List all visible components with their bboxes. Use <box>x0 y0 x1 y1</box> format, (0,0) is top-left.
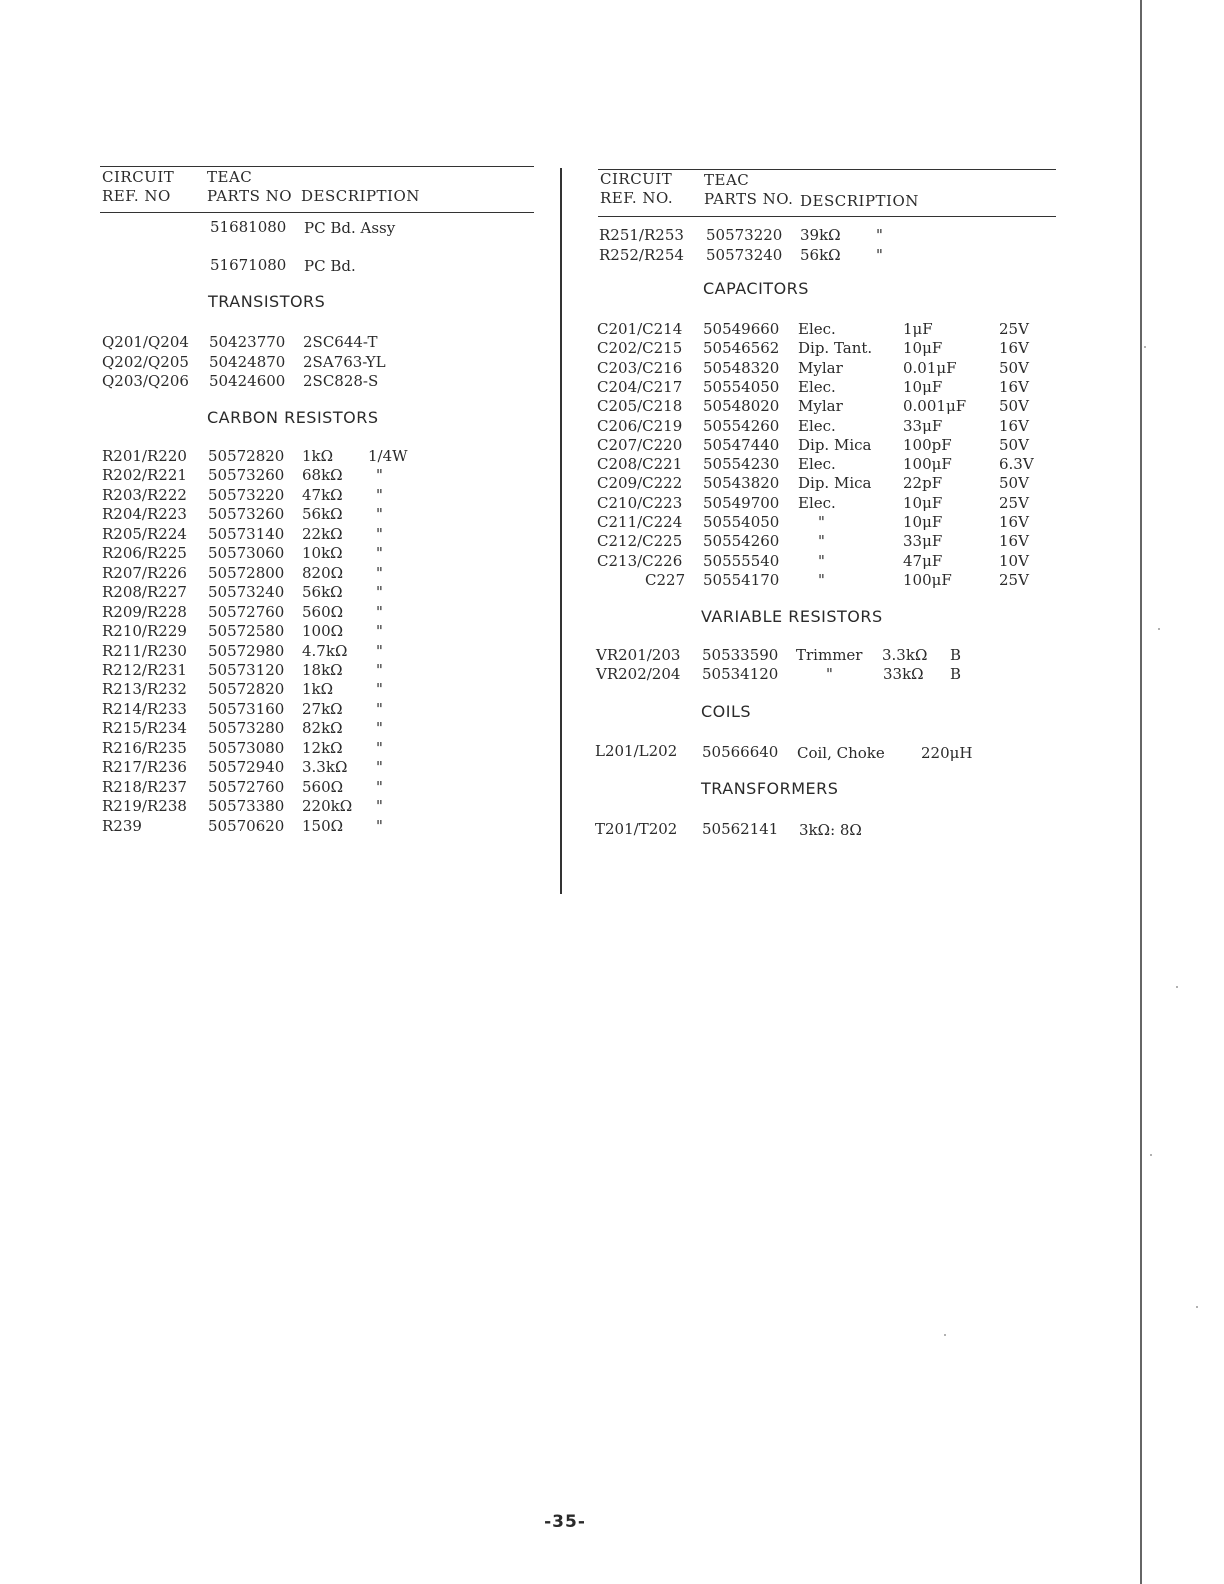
taper-curve: B <box>950 646 962 664</box>
circuit-ref: R239 <box>102 816 142 835</box>
circuit-ref: R213/R232 <box>102 680 187 699</box>
part-number: 50573220 <box>706 226 783 244</box>
value: 82kΩ <box>302 719 343 738</box>
header-teac-parts: TEAC PARTS NO. <box>704 171 794 208</box>
voltage: 25V <box>999 570 1029 589</box>
capacitor-type: " <box>818 551 825 570</box>
rating: " <box>376 816 383 835</box>
section-title-capacitors: CAPACITORS <box>703 279 809 298</box>
scan-speck <box>1144 346 1146 348</box>
part-number: 50424870 <box>209 353 286 371</box>
rating: " <box>376 466 383 485</box>
value: 560Ω <box>302 602 344 621</box>
part-number: 50547440 <box>703 435 780 454</box>
circuit-ref: R251/R253 <box>599 226 684 244</box>
value: 100Ω <box>302 622 344 641</box>
rating: " <box>376 544 383 563</box>
rating: " <box>376 563 383 582</box>
part-number: 51681080 <box>210 218 287 236</box>
section-title-transformers: TRANSFORMERS <box>701 779 839 798</box>
circuit-ref: R204/R223 <box>102 505 187 524</box>
page-number: -35- <box>544 1512 586 1532</box>
part-number: 50573160 <box>208 699 285 718</box>
voltage: 50V <box>999 435 1029 454</box>
rating: " <box>876 246 883 264</box>
value: 0.01μF <box>903 358 957 377</box>
rating: " <box>376 699 383 718</box>
circuit-ref: R217/R236 <box>102 758 187 777</box>
voltage: 16V <box>999 513 1029 531</box>
value: 18kΩ <box>302 660 343 679</box>
rating: " <box>376 738 383 757</box>
capacitor-type: " <box>818 513 825 531</box>
description: Coil, Choke <box>797 744 885 762</box>
value: 100pF <box>903 435 952 454</box>
part-number: 50548020 <box>703 397 780 416</box>
voltage: 16V <box>999 377 1029 396</box>
value: 10μF <box>903 339 943 358</box>
value: 22kΩ <box>302 524 343 543</box>
voltage: 50V <box>999 397 1029 416</box>
circuit-ref: C206/C219 <box>597 416 683 435</box>
section-title-coils: COILS <box>701 702 752 721</box>
capacitor-type: Elec. <box>798 377 836 396</box>
circuit-ref: R206/R225 <box>102 544 187 563</box>
part-number: 50573280 <box>208 719 285 738</box>
part-number: 50573140 <box>208 524 285 543</box>
circuit-ref: C202/C215 <box>597 339 683 358</box>
section-title-transistors: TRANSISTORS <box>208 292 326 311</box>
scan-speck <box>1176 986 1178 988</box>
header-circuit-ref: CIRCUIT REF. NO <box>102 168 175 205</box>
value: 27kΩ <box>302 699 343 718</box>
description: PC Bd. <box>304 257 356 275</box>
voltage: 10V <box>999 551 1029 570</box>
part-number: 50546562 <box>703 339 780 358</box>
value: 1μF <box>903 320 933 338</box>
rating: " <box>376 485 383 504</box>
scan-speck <box>1150 1154 1152 1156</box>
header-description: DESCRIPTION <box>800 192 919 210</box>
capacitor-type: Elec. <box>798 320 836 338</box>
circuit-ref: R209/R228 <box>102 602 187 621</box>
value: 68kΩ <box>302 466 343 485</box>
voltage: 16V <box>999 339 1029 358</box>
part-number: 50572980 <box>208 641 285 660</box>
part-number: 50534120 <box>702 665 779 683</box>
capacitor-type: " <box>818 532 825 551</box>
rating: " <box>376 777 383 796</box>
circuit-ref: C207/C220 <box>597 435 683 454</box>
part-number: 50572820 <box>208 447 285 465</box>
value: 820Ω <box>302 563 344 582</box>
part-number: 50572820 <box>208 680 285 699</box>
circuit-ref: R211/R230 <box>102 641 187 660</box>
circuit-ref: C210/C223 <box>597 493 683 512</box>
circuit-ref: C203/C216 <box>597 358 683 377</box>
part-number: 50573260 <box>208 466 285 485</box>
circuit-ref: R218/R237 <box>102 777 187 796</box>
scan-speck <box>1158 628 1160 630</box>
part-number: 50548320 <box>703 358 780 377</box>
voltage: 25V <box>999 493 1029 512</box>
value: 1kΩ <box>302 447 334 465</box>
part-number: 50554260 <box>703 416 780 435</box>
part-number: 50543820 <box>703 474 780 493</box>
part-number: 50572760 <box>208 602 285 621</box>
rating: " <box>376 797 383 816</box>
part-number: 50573120 <box>208 660 285 679</box>
value: 56kΩ <box>302 505 343 524</box>
circuit-ref: R203/R222 <box>102 485 187 504</box>
circuit-ref: T201/T202 <box>595 820 678 838</box>
circuit-ref: R252/R254 <box>599 246 684 264</box>
rating: " <box>376 660 383 679</box>
circuit-ref: R215/R234 <box>102 719 187 738</box>
value: 56kΩ <box>800 246 841 264</box>
description: 2SC828-S <box>303 372 379 390</box>
value: 56kΩ <box>302 583 343 602</box>
description: 2SC644-T <box>303 333 378 351</box>
value: 3.3kΩ <box>882 646 928 664</box>
value: 4.7kΩ <box>302 641 348 660</box>
circuit-ref: C211/C224 <box>597 513 683 531</box>
circuit-ref: L201/L202 <box>595 742 678 760</box>
circuit-ref: C208/C221 <box>597 455 683 474</box>
part-number: 50554230 <box>703 455 780 474</box>
part-number: 50549660 <box>703 320 780 338</box>
value: 10μF <box>903 493 943 512</box>
voltage: 50V <box>999 474 1029 493</box>
header-circuit-ref: CIRCUIT REF. NO. <box>600 170 674 207</box>
circuit-ref: Q202/Q205 <box>102 353 189 371</box>
part-number: 50423770 <box>209 333 286 351</box>
section-title-carbon-resistors: CARBON RESISTORS <box>207 408 379 427</box>
part-number: 50573080 <box>208 738 285 757</box>
header-bottom-rule <box>598 216 1056 217</box>
value: 47μF <box>903 551 943 570</box>
capacitor-type: Dip. Tant. <box>798 339 873 358</box>
circuit-ref: VR201/203 <box>596 646 681 664</box>
value: 39kΩ <box>800 226 841 244</box>
header-top-rule <box>100 166 534 167</box>
value: 33kΩ <box>883 665 924 683</box>
part-number: 50424600 <box>209 372 286 390</box>
part-number: 50554050 <box>703 513 780 531</box>
value: 100μF <box>903 455 952 474</box>
value: 150Ω <box>302 816 344 835</box>
capacitor-type: Elec. <box>798 416 836 435</box>
circuit-ref: R202/R221 <box>102 466 187 485</box>
part-number: 50573240 <box>706 246 783 264</box>
section-title-variable-resistors: VARIABLE RESISTORS <box>701 607 883 626</box>
value: 10μF <box>903 377 943 396</box>
circuit-ref: R212/R231 <box>102 660 187 679</box>
part-number: 50572760 <box>208 777 285 796</box>
value: 10kΩ <box>302 544 343 563</box>
part-number: 50573380 <box>208 797 285 816</box>
header-teac-parts: TEAC PARTS NO <box>207 168 293 205</box>
circuit-ref: R201/R220 <box>102 447 187 465</box>
part-number: 50572940 <box>208 758 285 777</box>
circuit-ref: Q203/Q206 <box>102 372 189 390</box>
voltage: 50V <box>999 358 1029 377</box>
capacitor-type: Dip. Mica <box>798 435 872 454</box>
voltage: 25V <box>999 320 1029 338</box>
rating: " <box>376 602 383 621</box>
circuit-ref: R207/R226 <box>102 563 187 582</box>
value: 220μH <box>921 744 973 762</box>
description: 2SA763-YL <box>303 353 386 371</box>
capacitor-type: Elec. <box>798 455 836 474</box>
value: 33μF <box>903 416 943 435</box>
part-number: 50549700 <box>703 493 780 512</box>
value: 47kΩ <box>302 485 343 504</box>
part-number: 50573240 <box>208 583 285 602</box>
circuit-ref: VR202/204 <box>596 665 681 683</box>
value: 220kΩ <box>302 797 353 816</box>
capacitor-type: Elec. <box>798 493 836 512</box>
value: 100μF <box>903 570 952 589</box>
value: 12kΩ <box>302 738 343 757</box>
part-number: 50572580 <box>208 622 285 641</box>
value: 22pF <box>903 474 943 493</box>
rating: 1/4W <box>368 447 408 465</box>
part-number: 50570620 <box>208 816 285 835</box>
part-number: 50573220 <box>208 485 285 504</box>
part-number: 50533590 <box>702 646 779 664</box>
part-number: 50554050 <box>703 377 780 396</box>
value: 1kΩ <box>302 680 334 699</box>
value: 3.3kΩ <box>302 758 348 777</box>
rating: " <box>376 505 383 524</box>
rating: " <box>376 641 383 660</box>
voltage: 16V <box>999 532 1029 551</box>
voltage: 16V <box>999 416 1029 435</box>
circuit-ref: C209/C222 <box>597 474 683 493</box>
circuit-ref: C227 <box>645 570 686 589</box>
circuit-ref: C204/C217 <box>597 377 683 396</box>
scan-speck <box>1196 1306 1198 1308</box>
circuit-ref: R205/R224 <box>102 524 187 543</box>
circuit-ref: Q201/Q204 <box>102 333 189 351</box>
capacitor-type: Dip. Mica <box>798 474 872 493</box>
circuit-ref: R219/R238 <box>102 797 187 816</box>
circuit-ref: R208/R227 <box>102 583 187 602</box>
part-number: 51671080 <box>210 256 287 274</box>
rating: " <box>376 583 383 602</box>
capacitor-type: Mylar <box>798 397 843 416</box>
rating: " <box>876 226 883 244</box>
rating: " <box>376 622 383 641</box>
part-number: 50554260 <box>703 532 780 551</box>
circuit-ref: C213/C226 <box>597 551 683 570</box>
value: 0.001μF <box>903 397 967 416</box>
rating: " <box>376 524 383 543</box>
circuit-ref: C201/C214 <box>597 320 683 338</box>
capacitor-type: " <box>818 570 825 589</box>
circuit-ref: R216/R235 <box>102 738 187 757</box>
rating: " <box>376 719 383 738</box>
scan-speck <box>944 1334 946 1336</box>
circuit-ref: C212/C225 <box>597 532 683 551</box>
value: 33μF <box>903 532 943 551</box>
part-number: 50573260 <box>208 505 285 524</box>
circuit-ref: R210/R229 <box>102 622 187 641</box>
capacitor-type: Mylar <box>798 358 843 377</box>
rating: " <box>376 758 383 777</box>
description: PC Bd. Assy <box>304 219 396 237</box>
value: 560Ω <box>302 777 344 796</box>
part-number: 50555540 <box>703 551 780 570</box>
part-number: 50554170 <box>703 570 780 589</box>
taper-curve: B <box>950 665 962 683</box>
rating: " <box>376 680 383 699</box>
header-description: DESCRIPTION <box>301 187 420 205</box>
page-edge-line <box>1140 0 1142 1584</box>
value: 10μF <box>903 513 943 531</box>
voltage: 6.3V <box>999 455 1034 474</box>
header-bottom-rule <box>100 212 534 213</box>
circuit-ref: R214/R233 <box>102 699 187 718</box>
part-number: 50572800 <box>208 563 285 582</box>
part-number: 50566640 <box>702 743 779 761</box>
header-top-rule <box>598 169 1056 170</box>
part-number: 50573060 <box>208 544 285 563</box>
description: 3kΩ: 8Ω <box>799 821 862 839</box>
circuit-ref: C205/C218 <box>597 397 683 416</box>
resistor-type: " <box>826 665 833 683</box>
part-number: 50562141 <box>702 820 779 838</box>
resistor-type: Trimmer <box>796 646 863 664</box>
column-divider <box>560 168 562 894</box>
